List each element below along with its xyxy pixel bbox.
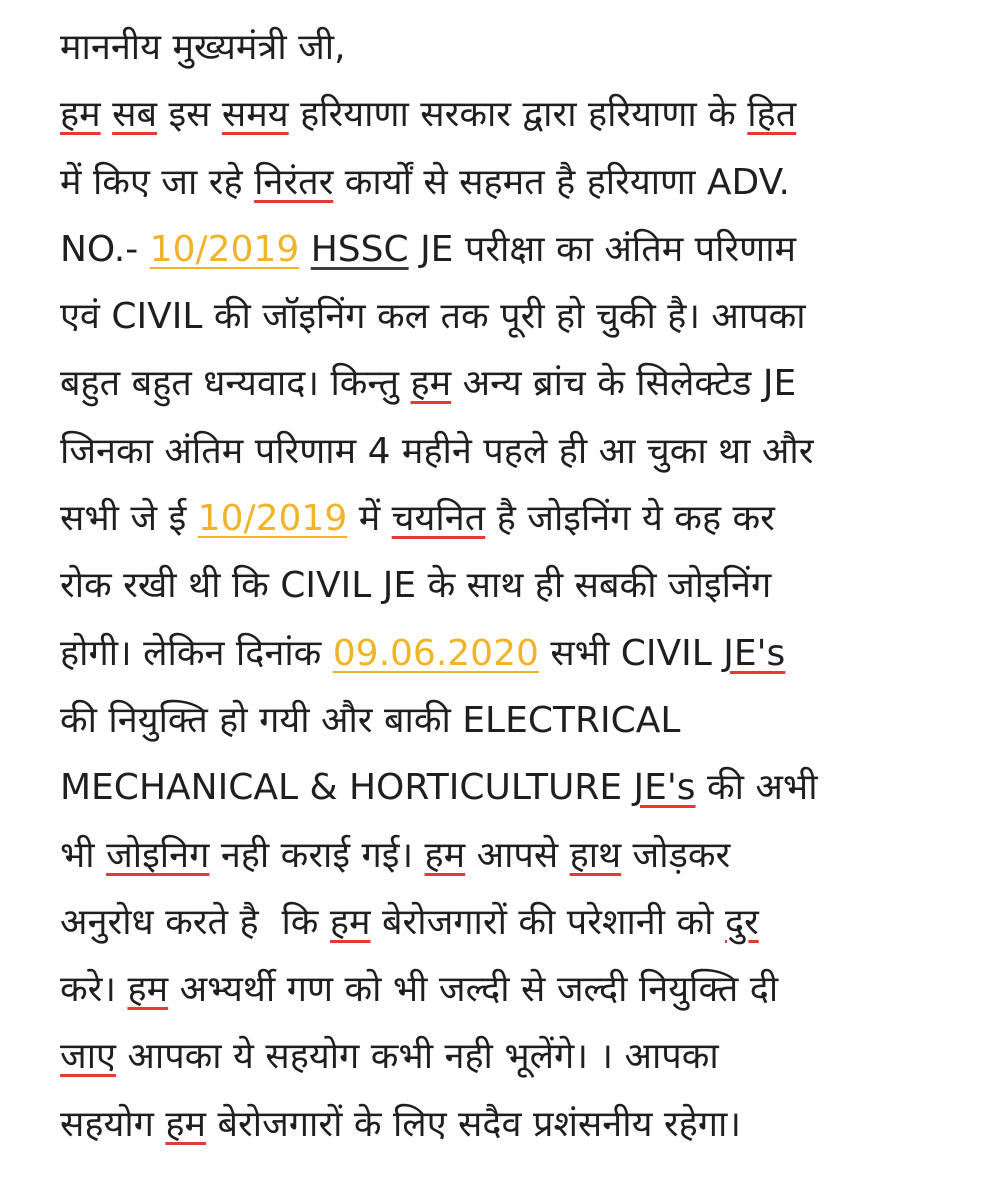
text-segment — [299, 229, 310, 270]
linked-text[interactable]: 10/2019 — [197, 498, 348, 540]
text-segment: कार्यों से सहमत है हरियाणा ADV. — [333, 161, 790, 203]
text-segment: इस — [157, 94, 222, 136]
text-line — [60, 687, 960, 754]
spellcheck-flagged-word[interactable]: समय — [221, 94, 289, 136]
text-segment: अभ्यर्थी गण को भी जल्दी से जल्दी नियुक्ति दी — [168, 969, 779, 1011]
text-segment: की अभी — [695, 767, 818, 809]
spellcheck-flagged-word[interactable]: जाए — [60, 1036, 116, 1078]
text-line — [60, 1091, 960, 1158]
linked-text[interactable]: 09.06.2020 — [332, 632, 539, 674]
spellcheck-flagged-word[interactable]: हम — [127, 969, 169, 1011]
text-segment: होगी। लेकिन दिनांक — [60, 632, 333, 674]
text-segment: JE परीक्षा का अंतिम परिणाम — [408, 228, 797, 270]
spellcheck-flagged-word[interactable]: सब — [112, 94, 158, 136]
text-segment: बहुत बहुत धन्यवाद। किन्तु — [60, 363, 411, 405]
text-segment: रोक रखी थी कि CIVIL JE के साथ ही सबकी जोइनिंग — [60, 565, 772, 607]
text-line — [60, 216, 960, 283]
text-line — [60, 350, 960, 417]
text-segment: में — [347, 498, 392, 540]
spellcheck-flagged-word[interactable]: JE's — [723, 632, 786, 674]
text-line — [60, 620, 960, 687]
text-segment: की नियुक्ति हो गयी और बाकी ELECTRICAL — [60, 699, 681, 741]
spellcheck-flagged-word[interactable]: हम — [60, 94, 101, 136]
spellcheck-flagged-word[interactable]: चयनित — [391, 498, 486, 540]
text-segment: में किए जा रहे — [60, 161, 255, 203]
text-line — [60, 283, 960, 350]
text-segment: नही कराई गई। — [209, 834, 425, 876]
text-segment: करे। — [60, 969, 128, 1011]
text-line — [60, 889, 960, 956]
spellcheck-flagged-word[interactable]: निरंतर — [254, 161, 334, 203]
text-segment: जोड़कर — [621, 834, 731, 876]
spellcheck-flagged-word[interactable]: हाथ — [569, 834, 622, 876]
text-segment: बेरोजगारों की परेशानी को — [370, 901, 725, 943]
text-segment: आपका ये सहयोग कभी नही भूलेंगे। । आपका — [115, 1036, 719, 1078]
text-line — [60, 485, 960, 552]
text-segment: सभी CIVIL — [538, 632, 724, 674]
linked-text[interactable]: 10/2019 — [149, 228, 300, 270]
text-segment: हरियाणा सरकार द्वारा हरियाणा के — [288, 94, 748, 136]
text-segment: MECHANICAL & HORTICULTURE — [60, 767, 634, 809]
text-segment: जिनका अंतिम परिणाम 4 महीने पहले ही आ चुका था और — [60, 430, 814, 472]
text-line — [60, 956, 960, 1023]
text-segment: सहयोग — [60, 1103, 166, 1145]
spellcheck-flagged-word[interactable]: हम — [424, 834, 466, 876]
text-segment — [101, 94, 112, 135]
spellcheck-flagged-word[interactable]: JE's — [633, 767, 696, 809]
text-segment: आपसे — [465, 834, 570, 876]
text-line — [60, 14, 960, 81]
text-segment: बेरोजगारों के लिए सदैव प्रशंसनीय रहेगा। — [206, 1103, 741, 1145]
text-segment: अन्य ब्रांच के सिलेक्टेड JE — [451, 363, 797, 405]
text-line — [60, 418, 960, 485]
spellcheck-flagged-word[interactable]: हम — [165, 1103, 207, 1145]
spellcheck-flagged-word[interactable]: जोइनिग — [106, 834, 210, 876]
text-line — [60, 81, 960, 148]
text-segment: NO.- — [60, 228, 150, 270]
spellcheck-flagged-word[interactable]: हम — [410, 363, 452, 405]
text-line — [60, 1023, 960, 1090]
spellcheck-flagged-word[interactable]: हित — [747, 94, 797, 136]
text-line — [60, 149, 960, 216]
spellcheck-flagged-word[interactable]: हम — [329, 901, 371, 943]
grammar-flagged-word[interactable]: HSSC — [310, 228, 409, 270]
text-segment: भी — [60, 834, 107, 876]
text-segment: माननीय मुख्यमंत्री जी, — [60, 27, 346, 68]
text-segment: एवं CIVIL की जॉइनिंग कल तक पूरी हो चुकी है। आपका — [60, 296, 806, 338]
text-segment: अनुरोध करते है कि — [60, 901, 330, 943]
spellcheck-flagged-word[interactable]: दुर — [724, 901, 759, 943]
text-line — [60, 552, 960, 619]
text-segment: सभी जे ई — [60, 498, 198, 540]
text-line — [60, 822, 960, 889]
text-segment: है जोइनिंग ये कह कर — [485, 498, 775, 540]
text-line — [60, 754, 960, 821]
letter-body — [60, 14, 960, 1158]
